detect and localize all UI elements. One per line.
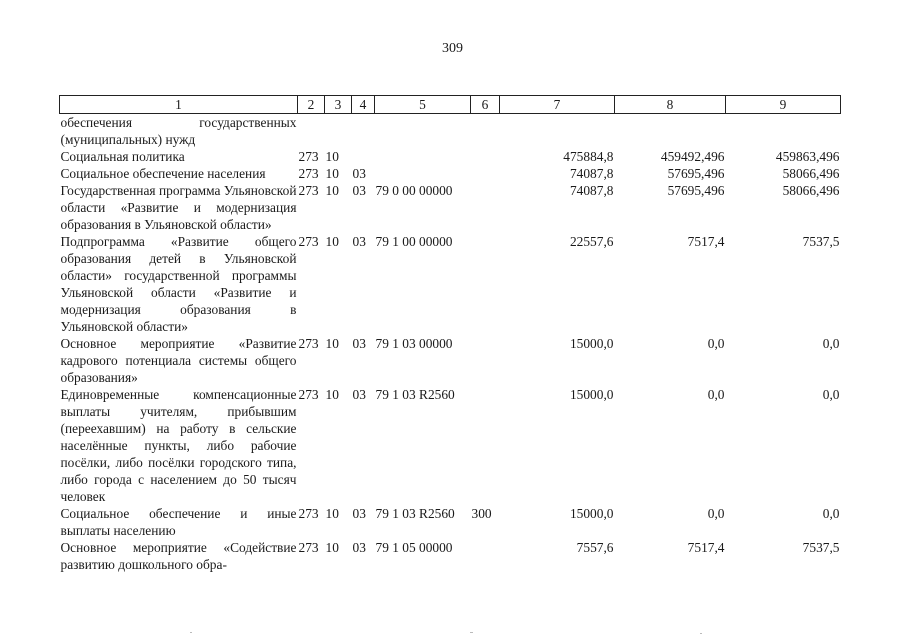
table-row	[60, 165, 841, 182]
row-amount-col7: 74087,8	[569, 183, 614, 198]
row-code-target-article	[375, 165, 471, 182]
row-code-expense-type: 300	[471, 506, 492, 521]
scan-speck	[190, 632, 192, 633]
table-body	[60, 114, 841, 574]
row-amount-col9: 459863,496	[775, 149, 840, 164]
row-code-expense-type	[471, 539, 500, 573]
header-col-3: 3	[325, 96, 352, 114]
row-amount-col7: 74087,8	[569, 166, 614, 181]
row-code-expense-type	[471, 233, 500, 335]
table-row	[60, 386, 841, 505]
row-amount-col7: 15000,0	[569, 387, 614, 402]
row-code-expense-type	[471, 182, 500, 233]
row-amount-col9: 58066,496	[782, 166, 840, 181]
header-col-6: 6	[471, 96, 500, 114]
row-code-section: 10	[325, 387, 339, 402]
row-name: Основное мероприятие «Содействие развитию дошкольного обра-	[60, 540, 297, 572]
row-code-subsection: 03	[352, 506, 366, 521]
row-code-section	[325, 114, 352, 149]
row-amount-col8: 459492,496	[660, 149, 725, 164]
row-code-subsection	[352, 114, 375, 149]
row-code-admin: 273	[298, 506, 319, 521]
row-amount-col9	[726, 114, 841, 149]
row-code-admin: 273	[298, 234, 319, 249]
row-code-expense-type	[471, 148, 500, 165]
row-amount-col9: 7537,5	[802, 234, 840, 249]
header-col-9: 9	[726, 96, 841, 114]
row-code-admin: 273	[298, 149, 319, 164]
row-amount-col9: 0,0	[822, 506, 840, 521]
row-code-target-article: 79 1 00 00000	[375, 234, 453, 249]
row-code-target-article: 79 1 03 R2560	[375, 387, 455, 402]
row-code-target-article: 79 1 05 00000	[375, 540, 453, 555]
row-name: Основное мероприятие «Развитие кадрового потенциала системы общего образования»	[60, 336, 297, 385]
row-code-admin: 273	[298, 336, 319, 351]
row-amount-col7: 15000,0	[569, 336, 614, 351]
row-amount-col8: 57695,496	[667, 183, 725, 198]
row-code-subsection: 03	[352, 336, 366, 351]
row-amount-col9: 0,0	[822, 387, 840, 402]
row-code-section: 10	[325, 166, 339, 181]
table-row	[60, 182, 841, 233]
row-amount-col7: 7557,6	[576, 540, 614, 555]
header-col-5: 5	[375, 96, 471, 114]
row-amount-col7: 22557,6	[569, 234, 614, 249]
row-code-expense-type	[471, 386, 500, 505]
row-code-section: 10	[325, 506, 339, 521]
row-name: Государственная программа Ульяновской области «Развитие и модернизация образования в Ульяновской области»	[60, 183, 297, 232]
row-code-subsection: 03	[352, 540, 366, 555]
row-amount-col8: 0,0	[707, 336, 725, 351]
row-amount-col9: 7537,5	[802, 540, 840, 555]
row-amount-col8	[615, 114, 726, 149]
page-number: 309	[442, 41, 463, 56]
row-code-target-article	[375, 148, 471, 165]
row-code-section: 10	[325, 336, 339, 351]
table-row	[60, 148, 841, 165]
budget-table	[59, 95, 841, 573]
header-col-4: 4	[352, 96, 375, 114]
header-col-2: 2	[298, 96, 325, 114]
row-name: обеспечения государственных (муниципальных) нужд	[60, 115, 297, 147]
scan-speck	[700, 633, 702, 634]
row-name: Подпрограмма «Развитие общего образования детей в Ульяновской области» государственной программы Ульяновской области «Развитие и модернизация образования в Ульяновской области»	[60, 234, 297, 334]
row-code-subsection: 03	[352, 387, 366, 402]
row-code-admin: 273	[298, 183, 319, 198]
row-code-expense-type	[471, 335, 500, 386]
row-code-admin	[298, 114, 325, 149]
row-amount-col8: 57695,496	[667, 166, 725, 181]
scan-speck	[470, 632, 473, 633]
row-amount-col8: 7517,4	[687, 234, 725, 249]
row-code-admin: 273	[298, 540, 319, 555]
row-amount-col8: 0,0	[707, 506, 725, 521]
header-col-7: 7	[500, 96, 615, 114]
row-code-subsection: 03	[352, 234, 366, 249]
row-amount-col8: 7517,4	[687, 540, 725, 555]
row-name: Социальное обеспечение населения	[60, 166, 266, 181]
row-code-expense-type	[471, 114, 500, 149]
row-name: Единовременные компенсационные выплаты учителям, прибывшим (переехавшим) на работу в сельские населённые пункты, либо рабочие посёлки, либо посёлки городского типа, либо города с населением до 50 тысяч человек	[60, 387, 297, 504]
row-name: Социальное обеспечение и иные выплаты населению	[60, 506, 297, 538]
row-code-section: 10	[325, 540, 339, 555]
row-code-subsection	[352, 148, 375, 165]
row-code-expense-type	[471, 165, 500, 182]
row-name: Социальная политика	[60, 149, 185, 164]
row-code-section: 10	[325, 234, 339, 249]
row-code-admin: 273	[298, 387, 319, 402]
row-code-target-article: 79 0 00 00000	[375, 183, 453, 198]
row-code-target-article: 79 1 03 00000	[375, 336, 453, 351]
row-amount-col9: 0,0	[822, 336, 840, 351]
row-code-admin: 273	[298, 166, 319, 181]
row-amount-col7: 15000,0	[569, 506, 614, 521]
table-row	[60, 539, 841, 573]
table-row	[60, 114, 841, 149]
row-amount-col8: 0,0	[707, 387, 725, 402]
row-code-section: 10	[325, 183, 339, 198]
header-col-8: 8	[615, 96, 726, 114]
table-row	[60, 233, 841, 335]
table-header	[60, 96, 841, 114]
table-row	[60, 335, 841, 386]
row-amount-col7: 475884,8	[563, 149, 614, 164]
row-amount-col7	[500, 114, 615, 149]
row-code-subsection: 03	[352, 183, 366, 198]
table-row	[60, 505, 841, 539]
row-code-target-article	[375, 114, 471, 149]
row-code-target-article: 79 1 03 R2560	[375, 506, 455, 521]
row-code-subsection: 03	[352, 166, 366, 181]
row-code-section: 10	[325, 149, 339, 164]
header-col-1: 1	[60, 96, 298, 114]
row-amount-col9: 58066,496	[782, 183, 840, 198]
